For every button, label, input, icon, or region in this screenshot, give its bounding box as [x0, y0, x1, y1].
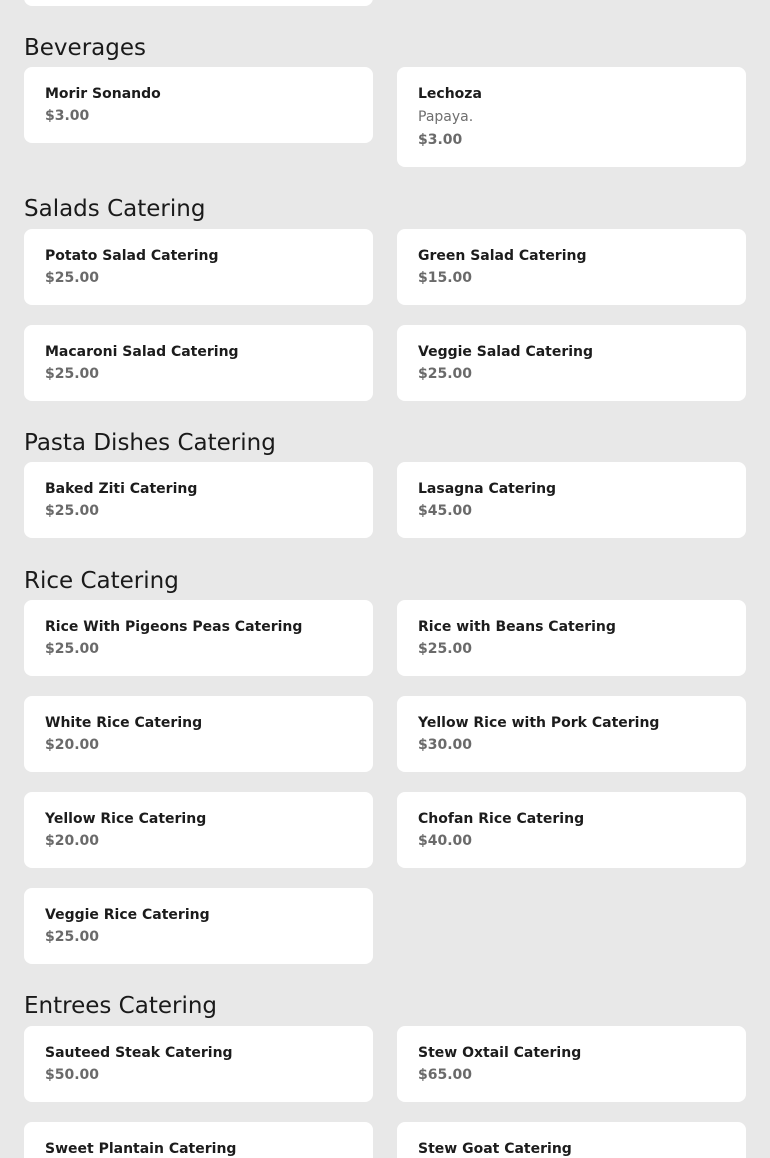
item-price: $25.00: [45, 503, 100, 519]
menu-item-card-partial[interactable]: [24, 0, 373, 6]
menu-item-card[interactable]: [24, 1122, 373, 1158]
item-name: Macaroni Salad Catering: [45, 344, 239, 360]
item-name: Rice with Beans Catering: [418, 619, 616, 635]
menu-item-card[interactable]: [24, 325, 373, 401]
section-title-pasta-dishes-catering: Pasta Dishes Catering: [24, 430, 276, 456]
menu-item-card[interactable]: [24, 229, 373, 305]
item-name: Stew Goat Catering: [418, 1141, 572, 1157]
menu-item-card[interactable]: [397, 229, 746, 305]
item-name: Yellow Rice Catering: [45, 811, 207, 827]
section-title-beverages: Beverages: [24, 35, 146, 61]
item-name: Sweet Plantain Catering: [45, 1141, 237, 1157]
item-price: $3.00: [45, 108, 90, 124]
item-price: $15.00: [418, 270, 473, 286]
item-name: White Rice Catering: [45, 715, 203, 731]
item-name: Veggie Salad Catering: [418, 344, 594, 360]
item-name: Lasagna Catering: [418, 481, 557, 497]
menu-item-card[interactable]: [397, 325, 746, 401]
menu-item-card[interactable]: [24, 696, 373, 772]
item-name: Rice With Pigeons Peas Catering: [45, 619, 303, 635]
menu-item-card[interactable]: [24, 792, 373, 868]
menu-item-card[interactable]: [397, 696, 746, 772]
item-price: $25.00: [45, 270, 100, 286]
item-price: $20.00: [45, 737, 100, 753]
item-price: $50.00: [45, 1067, 100, 1083]
item-name: Green Salad Catering: [418, 248, 587, 264]
item-name: Lechoza: [418, 86, 482, 102]
menu-item-card[interactable]: [24, 1026, 373, 1102]
item-price: $30.00: [418, 737, 473, 753]
item-price: $25.00: [45, 929, 100, 945]
item-name: Chofan Rice Catering: [418, 811, 585, 827]
item-name: Stew Oxtail Catering: [418, 1045, 582, 1061]
section-title-rice-catering: Rice Catering: [24, 568, 179, 594]
menu-item-card[interactable]: [397, 1122, 746, 1158]
menu-item-card[interactable]: [24, 600, 373, 676]
menu-item-card[interactable]: [397, 1026, 746, 1102]
section-title-entrees-catering: Entrees Catering: [24, 993, 218, 1019]
item-name: Veggie Rice Catering: [45, 907, 210, 923]
menu-item-card[interactable]: [24, 888, 373, 964]
item-name: Morir Sonando: [45, 86, 161, 102]
menu-item-card[interactable]: [397, 462, 746, 538]
item-price: $40.00: [418, 833, 473, 849]
item-price: $3.00: [418, 132, 463, 148]
menu-item-card[interactable]: [397, 67, 746, 167]
item-price: $25.00: [45, 641, 100, 657]
menu-item-card[interactable]: [24, 67, 373, 143]
item-price: $25.00: [418, 641, 473, 657]
item-price: $25.00: [45, 366, 100, 382]
menu-item-card[interactable]: [24, 462, 373, 538]
menu-item-card[interactable]: [397, 600, 746, 676]
item-price: $65.00: [418, 1067, 473, 1083]
item-name: Potato Salad Catering: [45, 248, 219, 264]
item-price: $20.00: [45, 833, 100, 849]
section-title-salads-catering: Salads Catering: [24, 196, 206, 222]
item-price: $45.00: [418, 503, 473, 519]
item-name: Sauteed Steak Catering: [45, 1045, 233, 1061]
item-description: Papaya.: [418, 109, 474, 125]
item-price: $25.00: [418, 366, 473, 382]
menu-item-card[interactable]: [397, 792, 746, 868]
item-name: Yellow Rice with Pork Catering: [418, 715, 660, 731]
item-name: Baked Ziti Catering: [45, 481, 198, 497]
